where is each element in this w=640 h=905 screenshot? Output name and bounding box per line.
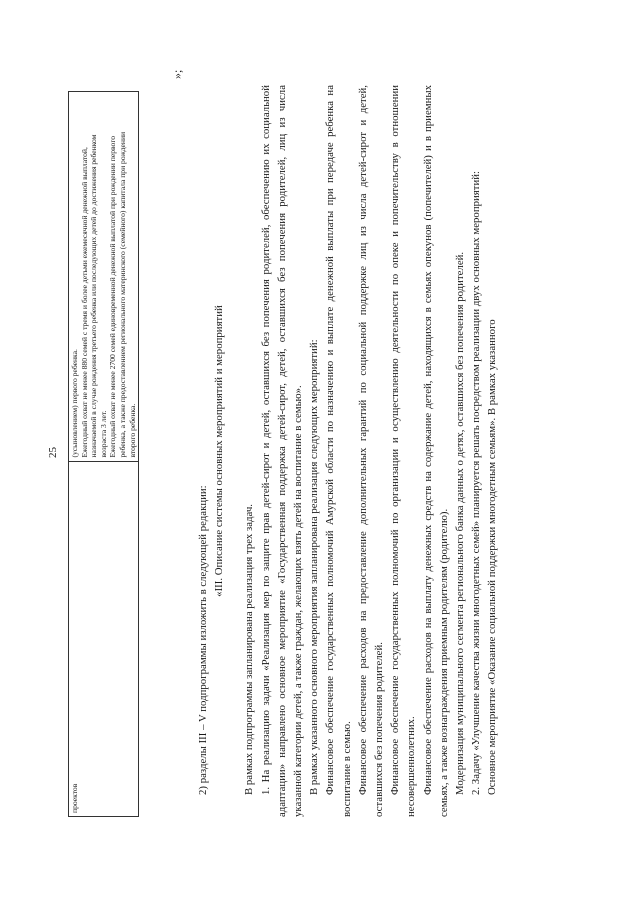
paragraph: Финансовое обеспечение расходов на предоставление дополнительных гарантий по социальной поддержке лиц из числа детей-сирот и детей, оставшихся без попечения родителей. [356,85,386,817]
table-line: назначаемой в случае рождения третьего ребенка или последующих детей до достижения ребенком [89,134,99,458]
paragraph: Финансовое обеспечение государственных полномочий Амурской области по назначению и выплате денежной выплаты при передаче ребенка на воспитание в семью. [324,85,353,817]
paragraph: 2. Задачу «Улучшение качества жизни многодетных семей» планируется решать посредством реализации двух основных мероприятий: [470,170,483,795]
paragraph: Модернизация муниципального сегмента регионального банка данных о детях, оставшихся без попечения родителей. [454,251,467,795]
paragraph: Финансовое обеспечение расходов на выплату денежных средств на содержание детей, находящихся в семьях опекунов (попечителей) и в приемных семьях, а также вознаграждения приемным родителям (родителю). [421,85,450,817]
page-number: 25 [47,447,59,458]
paragraph: В рамках указанного основного мероприятия запланирована реализация следующих мероприятий: [308,339,321,795]
table-line: Ежегодный охват не менее 2700 семей единовременной денежной выплатой при рождении первого [108,135,118,458]
closing-mark: »; [170,69,184,79]
table-line: Ежегодный охват не менее 880 семей с тремя и более детьми ежемесячной денежной выплатой, [79,147,89,458]
table-line: второго ребенка. [127,403,137,458]
paragraph: 2) разделы III – V подпрограммы изложить в следующей редакции: [197,485,209,795]
section-heading: «III. Описание системы основных мероприятий и мероприятий [213,305,226,597]
indicator-table [68,91,139,817]
body-text [195,85,501,817]
table-line: возраста 3 лет. [98,410,108,458]
paragraph: 1. На реализацию задачи «Реализация мер по защите прав детей-сирот и детей, оставшихся без попечения родителей, обеспечению их социальной адаптации» направлено основное мероприятие «Государственная поддержка детей-сирот, детей, оставшихся без попечения родителей, лиц из числа указанной категории детей, а также граждан, желающих взять детей на воспитание в семью». [259,85,305,817]
table-row [69,92,139,817]
table-line: ребенка, а также предоставлением регионального материнского (семейного) капитала при рождении [117,131,127,458]
paragraph: В рамках подпрограммы запланирована реализация трех задач. [243,504,256,795]
table-cell-content [69,92,139,462]
table-cell-label: проектов [69,461,139,816]
paragraph: Основное мероприятие «Оказание социальной поддержки многодетным семьям». В рамках указанного [486,319,499,795]
paragraph: Финансовое обеспечение государственных полномочий по организации и осуществлению деятельности по опеке и попечительству в отношении несовершеннолетних. [389,85,418,817]
table-line: (усыновлением) первого ребенка. [70,349,79,458]
